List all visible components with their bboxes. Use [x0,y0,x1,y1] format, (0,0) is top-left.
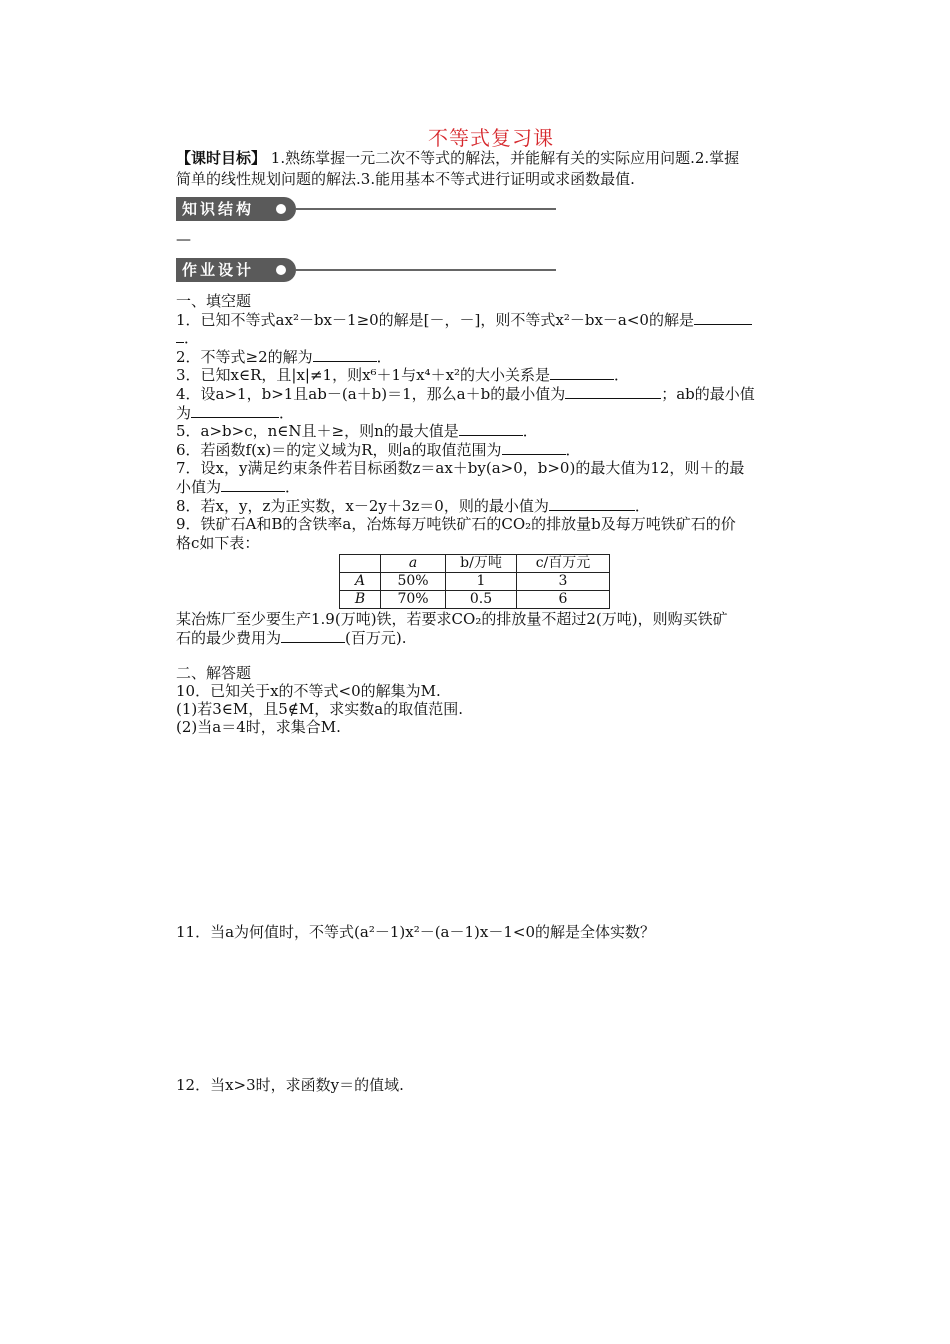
table-header-row [340,555,610,573]
table-header-cell [340,555,381,573]
answer-blank[interactable] [549,497,635,511]
question-3: 3．已知x∈R，且|x|≠1，则x⁶＋1与x⁴＋x²的大小关系是 ． [176,366,630,385]
section-homework-label: 作业设计 [176,258,296,282]
question-6: 6．若函数f(x)＝的定义域为R，则a的取值范围为 ． [176,440,581,459]
question-2: 2．不等式≥2的解为 ． [176,347,392,366]
bullet-dot-icon [276,204,286,214]
question-1-tail: ． [176,329,806,348]
answer-blank[interactable] [313,348,377,362]
question-4: 4．设a>1，b>1且ab－(a＋b)＝1，那么a＋b的最小值为 ；ab的最小值 [176,384,755,403]
question-9-continuation [176,610,806,648]
answer-blank[interactable] [281,629,345,643]
answer-blank[interactable] [176,329,184,343]
table-cell: B [340,591,381,609]
answer-blank[interactable] [459,422,523,436]
page-title: 不等式复习课 [428,126,554,150]
section-homework-design [176,258,556,282]
placeholder-dash: — [176,230,191,248]
question-7: 7．设x，y满足约束条件若目标函数z＝ax＋by(a>0，b>0)的最大值为12，则＋的最 [176,459,745,478]
answer-blank[interactable] [694,311,752,325]
fill-in-questions [176,292,806,552]
section-knowledge-structure [176,197,556,221]
goal-label: 【课时目标】 [176,149,267,167]
table-header-cell: a [381,555,446,573]
part2-heading: 二、解答题 [176,664,252,682]
table-header-cell: c/百万元 [517,555,610,573]
question-9-line4: 石的最少费用为 (百万元). [176,629,407,647]
question-5: 5．a>b>c，n∈N且＋≥，则n的最大值是 ． [176,422,538,441]
question-9-line3: 某冶炼厂至少要生产1.9(万吨)铁，若要求CO₂的排放量不超过2(万吨)，则购买铁矿 [176,610,728,628]
answer-blank[interactable] [550,366,614,380]
question-1: 1．已知不等式ax²－bx－1≥0的解是[－，－]，则不等式x²－bx－a<0的解是 [176,311,806,330]
question-9-line2: 格c如下表： [176,533,260,552]
question-9: 9．铁矿石A和B的含铁率a，冶炼每万吨铁矿石的CO₂的排放量b及每万吨铁矿石的价 [176,515,736,534]
part1-heading: 一、填空题 [176,292,252,310]
lesson-goal [176,148,806,190]
table-cell: A [340,573,381,591]
bullet-dot-icon [276,265,286,275]
table-cell: 70% [381,591,446,609]
question-12: 12．当x>3时，求函数y＝的值域. [176,1076,404,1094]
section-knowledge-label: 知识结构 [176,197,296,221]
question-10-part1: (1)若3∈M，且5∉M，求实数a的取值范围. [176,700,463,718]
table-row [340,591,610,609]
answer-blank[interactable] [221,478,285,492]
answer-questions [176,664,806,736]
answer-blank[interactable] [502,441,566,455]
question-11: 11．当a为何值时，不等式(a²－1)x²－(a－1)x－1<0的解是全体实数？ [176,923,656,941]
table-header-cell: b/万吨 [446,555,517,573]
question-7-tail: 小值为 ． [176,477,301,496]
question-10-part2: (2)当a＝4时，求集合M. [176,718,341,736]
section-divider [296,269,556,271]
ore-data-table [339,554,610,609]
goal-line1: 1.熟练掌握一元二次不等式的解法，并能解有关的实际应用问题.2.掌握 [266,149,740,167]
table-row [340,573,610,591]
answer-blank[interactable] [565,385,661,399]
table-cell: 3 [517,573,610,591]
question-10: 10．已知关于x的不等式<0的解集为M. [176,682,441,700]
goal-line2: 简单的线性规划问题的解法.3.能用基本不等式进行证明或求函数最值. [176,170,635,188]
table-cell: 6 [517,591,610,609]
table-cell: 1 [446,573,517,591]
answer-blank[interactable] [191,404,279,418]
question-4-tail: 为 ． [176,403,295,422]
table-cell: 50% [381,573,446,591]
section-divider [296,208,556,210]
table-cell: 0.5 [446,591,517,609]
question-8: 8．若x，y，z为正实数，x－2y＋3z＝0，则的最小值为 ． [176,496,650,515]
